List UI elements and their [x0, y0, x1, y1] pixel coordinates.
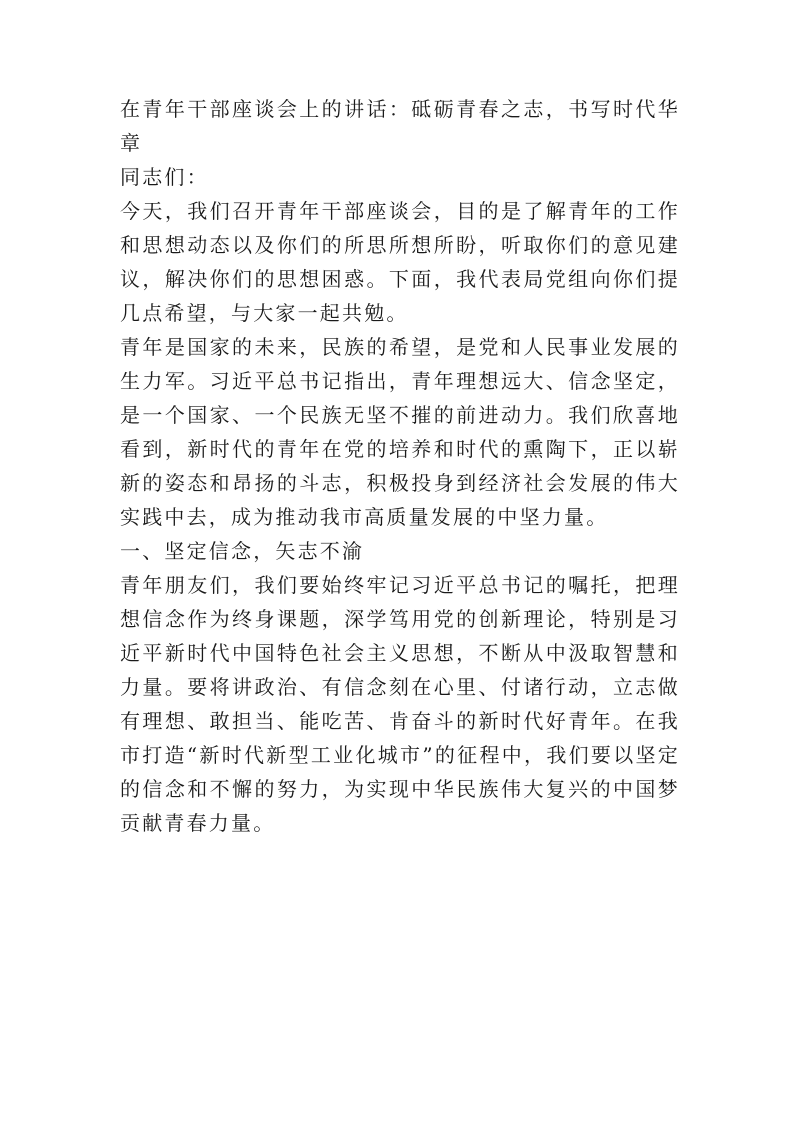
- document-body: [120, 92, 680, 840]
- speech-title: 在青年干部座谈会上的讲话：砥砺青春之志，书写时代华章: [120, 97, 680, 155]
- salutation: 同志们：: [120, 165, 209, 189]
- intro-paragraph: 今天，我们召开青年干部座谈会，目的是了解青年的工作和思想动态以及你们的所思所想所盼，听取你们的意见建议，解决你们的思想困惑。下面，我代表局党组向你们提几点希望，与大家一起共勉。: [120, 199, 680, 325]
- section-heading: 一、坚定信念，矢志不渝: [120, 539, 365, 563]
- section-paragraph: 青年朋友们，我们要始终牢记习近平总书记的嘱托，把理想信念作为终身课题，深学笃用党的创新理论，特别是习近平新时代中国特色社会主义思想，不断从中汲取智慧和力量。要将讲政治、有信念刻在心里、付诸行动，立志做有理想、敢担当、能吃苦、肯奋斗的新时代好青年。在我市打造“新时代新型工业化城市”的征程中，我们要以坚定的信念和不懈的努力，为实现中华民族伟大复兴的中国梦贡献青春力量。: [120, 573, 680, 835]
- background-paragraph: 青年是国家的未来，民族的希望，是党和人民事业发展的生力军。习近平总书记指出，青年理想远大、信念坚定，是一个国家、一个民族无坚不摧的前进动力。我们欣喜地看到，新时代的青年在党的培养和时代的熏陶下，正以崭新的姿态和昂扬的斗志，积极投身到经济社会发展的伟大实践中去，成为推动我市高质量发展的中坚力量。: [120, 335, 680, 529]
